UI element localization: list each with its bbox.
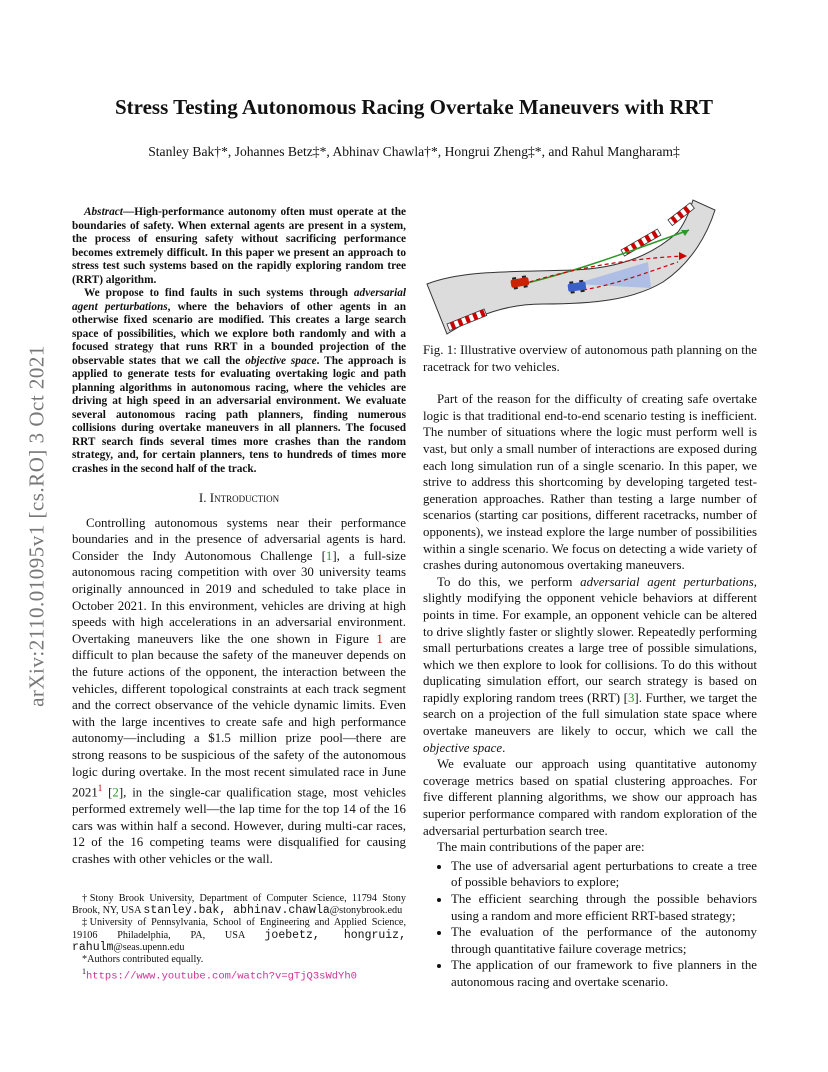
- citation-link[interactable]: 3: [627, 690, 635, 705]
- left-column: [72, 206, 406, 867]
- intro-text: ], in the single-car qualification stage, most vehicles performed extremely well—the lap time for the top 14 of the 16 cars was within half a second. However, during multi-car races, 12 of the 16 competing teams were disqualified for causing crashes with other vehicles or the wall.: [72, 785, 407, 866]
- citation-link[interactable]: 2: [112, 785, 119, 800]
- intro-text: [: [102, 785, 113, 800]
- body-text: To do this, we perform: [437, 574, 581, 589]
- footnote-text: ‡University of Pennsylvania, School of Engineering and Applied Science, 19106 Philadelphia, PA, USA: [72, 917, 406, 941]
- abstract: [72, 206, 406, 476]
- footnotes: [72, 893, 406, 983]
- intro-paragraph: [72, 515, 406, 868]
- list-item: • The application of our framework to five planners in the autonomous racing and overtake scenario.: [451, 957, 757, 990]
- list-item: • The use of adversarial agent perturbations to create a tree of possible behaviors to explore;: [451, 858, 757, 891]
- right-column: [423, 342, 757, 991]
- arxiv-sidebar: [22, 296, 52, 756]
- footnote-equal: *Authors contributed equally.: [82, 954, 204, 966]
- abstract-emph-aap: adversarial agent perturbations: [72, 287, 406, 313]
- body-paragraph: We evaluate our approach using quantitative autonomy coverage metrics based on spatial clustering approaches. For five different planning algorithms, we show our approach has superior performance compared with random exploration of the adversarial perturbation search tree.: [423, 757, 757, 838]
- figure-caption: Fig. 1: Illustrative overview of autonomous path planning on the racetrack for two vehicles.: [423, 343, 757, 374]
- emph-aap: adversarial agent perturbations: [580, 574, 754, 589]
- body-text: , slightly modifying the opponent vehicle behaviors at different points in time. For example, an opponent vehicle can be altered to drive slightly faster or slightly slower. Repeatedly performing small perturbations creates a large tree of possible simulations, which we then explore to look for collisions. To do this without duplicating simulation effort, our search strategy is based on rapidly exploring random trees (RRT) [: [423, 574, 757, 705]
- body-text: ]. Further, we target the search on a projection of the full simulation state space where overtake maneuvers are likely to occur, which we call the: [423, 690, 758, 739]
- body-paragraph: Part of the reason for the difficulty of creating safe overtake logic is that traditional end-to-end scenario testing is inefficient. The number of situations where the logic must perform well is vast, but only a small number of interactions are exposed during each long simulation run of a single scenario. In this paper, we strive to address this shortcoming by developing targeted test-generation approaches. Rather than testing a large number of scenarios (starting car positions, different racetracks, number of opponents), we instead explore the large number of possibilities within a single scenario. We focus on detecting a wide variety of crashes during autonomous overtaking maneuvers.: [423, 392, 757, 573]
- video-url-link[interactable]: https://www.youtube.com/watch?v=gTjQ3sWdYh0: [86, 970, 357, 983]
- footnote-number: 1: [82, 967, 86, 977]
- footnote-text: @seas.upenn.edu: [113, 941, 185, 953]
- footnote-ref[interactable]: 1: [97, 783, 103, 794]
- footnote-text: †Stony Brook University, Department of Computer Science, 11794 Stony Brook, NY, USA: [72, 893, 406, 917]
- intro-text: Controlling autonomous systems near their performance boundaries and in the presence of adversarial agents is hard. Consider the Indy Autonomous Challenge [: [72, 515, 406, 563]
- emph-objective: objective space: [423, 740, 503, 755]
- contributions-list: [423, 858, 757, 991]
- abstract-p2-text: , where the behaviors of other agents in an otherwise fixed scenario are modified. This creates a large search space of possibilities, which we explore both randomly and with a focused strategy that runs RRT in a bounded projection of the observable states that we call the: [72, 300, 406, 367]
- list-item: • The efficient searching through the possible behaviors using a random and more efficient RRT-based strategy;: [451, 891, 757, 924]
- arxiv-identifier: arXiv:2110.01095v1 [cs.RO] 3 Oct 2021: [24, 345, 49, 707]
- abstract-label: Abstract: [84, 206, 123, 218]
- abstract-p1: —High-performance autonomy often must operate at the boundaries of safety. When external agents are present in a system, the process of ensuring safety without sacrificing performance becomes extremely difficult. In this paper we present an approach to stress test such systems based on the rapidly exploring random tree (RRT) algorithm.: [72, 206, 406, 286]
- intro-text: ], a full-size autonomous racing competition with over 30 university teams originally announced in 2019 and scheduled to take place in October 2021. In this environment, vehicles are driving at high speeds with high accelerations in an adversarial environment. Overtaking maneuvers like the one shown in Figure: [72, 548, 406, 646]
- contributions-intro: The main contributions of the paper are:: [437, 840, 645, 855]
- email-list: stanley.bak, abhinav.chawla: [143, 904, 330, 918]
- body-text: .: [502, 740, 506, 755]
- footnote-text: @stonybrook.edu: [329, 905, 403, 917]
- list-item: • The evaluation of the performance of the autonomy through quantitative failure coverage metrics;: [451, 924, 757, 957]
- section-heading-introduction: I. Introduction: [198, 490, 280, 505]
- abstract-p2-text: . The approach is applied to generate tests for evaluating overtaking logic and path planning algorithms in autonomous racing, where the vehicles are driving at high speed in an adversarial environment. We evaluate several autonomous racing path planners, finding numerous collisions during overtake maneuvers in all planners. The focused RRT search finds several times more crashes than the random strategy, and, for certain planners, tens to hundreds of times more crashes in the second half of the track.: [72, 354, 407, 475]
- citation-link[interactable]: 1: [325, 548, 333, 563]
- body-paragraph: [423, 574, 757, 757]
- intro-text: are difficult to plan because the safety of the maneuver depends on the future actions of the opponent, the interaction between the vehicles, different topological constraints at each track segment and the correct observance of the vehicle dynamic limits. Even with the large incentives to create safe and high performance autonomy—including a $1.5 million prize pool—there are strong reasons to be suspicious of the safety of the autonomous logic during overtake. In the most recent simulated race in June 2021: [72, 631, 407, 800]
- abstract-emph-objective: objective space: [245, 354, 317, 367]
- figure-link[interactable]: 1: [376, 631, 383, 646]
- paper-title: Stress Testing Autonomous Racing Overtake Maneuvers with RRT: [115, 95, 713, 119]
- email-list: joebetz, hongruiz, rahulm: [72, 928, 406, 954]
- racetrack-figure: [423, 192, 757, 342]
- author-list: Stanley Bak†*, Johannes Betz‡*, Abhinav Chawla†*, Hongrui Zheng‡*, and Rahul Mangharam‡: [148, 144, 680, 159]
- abstract-p2-text: We propose to find faults in such systems through: [84, 287, 354, 299]
